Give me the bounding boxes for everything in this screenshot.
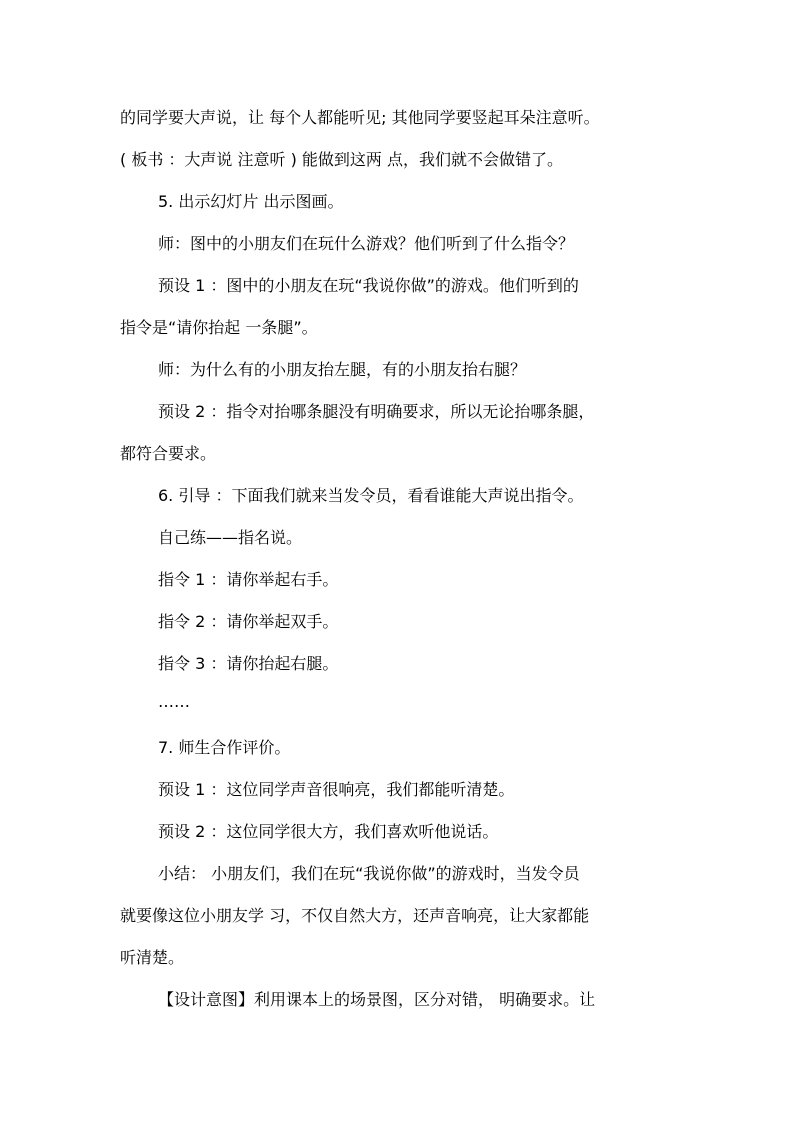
text-line: 指令 1 ：请你举起右手。	[158, 570, 339, 589]
text-line: 指令 3 ：请你抬起右腿。	[158, 654, 339, 673]
text-line: 自己练——指名说。	[158, 528, 303, 547]
text-line: 听清楚。	[120, 948, 185, 967]
text-line: 6. 引导 ：下面我们就来当发令员，看看谁能大声说出指令。	[158, 486, 584, 505]
text-line: 预设 1 ：图中的小朋友在玩“我说你做”的游戏。他们听到的	[158, 276, 579, 295]
text-line: 预设 1 ：这位同学声音很响亮，我们都能听清楚。	[158, 780, 515, 799]
text-line: 的同学要大声说，让 每个人都能听见; 其他同学要竖起耳朵注意听。	[120, 108, 600, 127]
text-line: 预设 2 ：这位同学很大方，我们喜欢听他说话。	[158, 822, 499, 841]
text-line: 师：为什么有的小朋友抬左腿，有的小朋友抬右腿？	[158, 360, 527, 379]
text-line: 7. 师生合作评价。	[158, 738, 291, 757]
text-line: 师：图中的小朋友们在玩什么游戏？他们听到了什么指令？	[158, 234, 575, 253]
text-line: 【设计意图】利用课本上的场景图，区分对错， 明确要求。让	[158, 990, 596, 1009]
text-line: 都符合要求。	[120, 444, 217, 463]
text-line: ……	[158, 692, 190, 711]
text-line: 指令 2 ：请你举起双手。	[158, 612, 339, 631]
text-line: 指令是“请你抬起 一条腿”。	[120, 318, 318, 337]
text-line: 就要像这位小朋友学 习，不仅自然大方，还声音响亮，让大家都能	[120, 906, 590, 925]
text-line: ( 板书 ：大声说 注意听 ) 能做到这两 点，我们就不会做错了。	[120, 150, 564, 169]
text-line: 小结： 小朋友们，我们在玩“我说你做”的游戏时，当发令员	[158, 864, 580, 883]
text-line: 预设 2 ：指令对抬哪条腿没有明确要求，所以无论抬哪条腿，	[158, 402, 595, 421]
text-line: 5. 出示幻灯片 出示图画。	[158, 192, 344, 211]
